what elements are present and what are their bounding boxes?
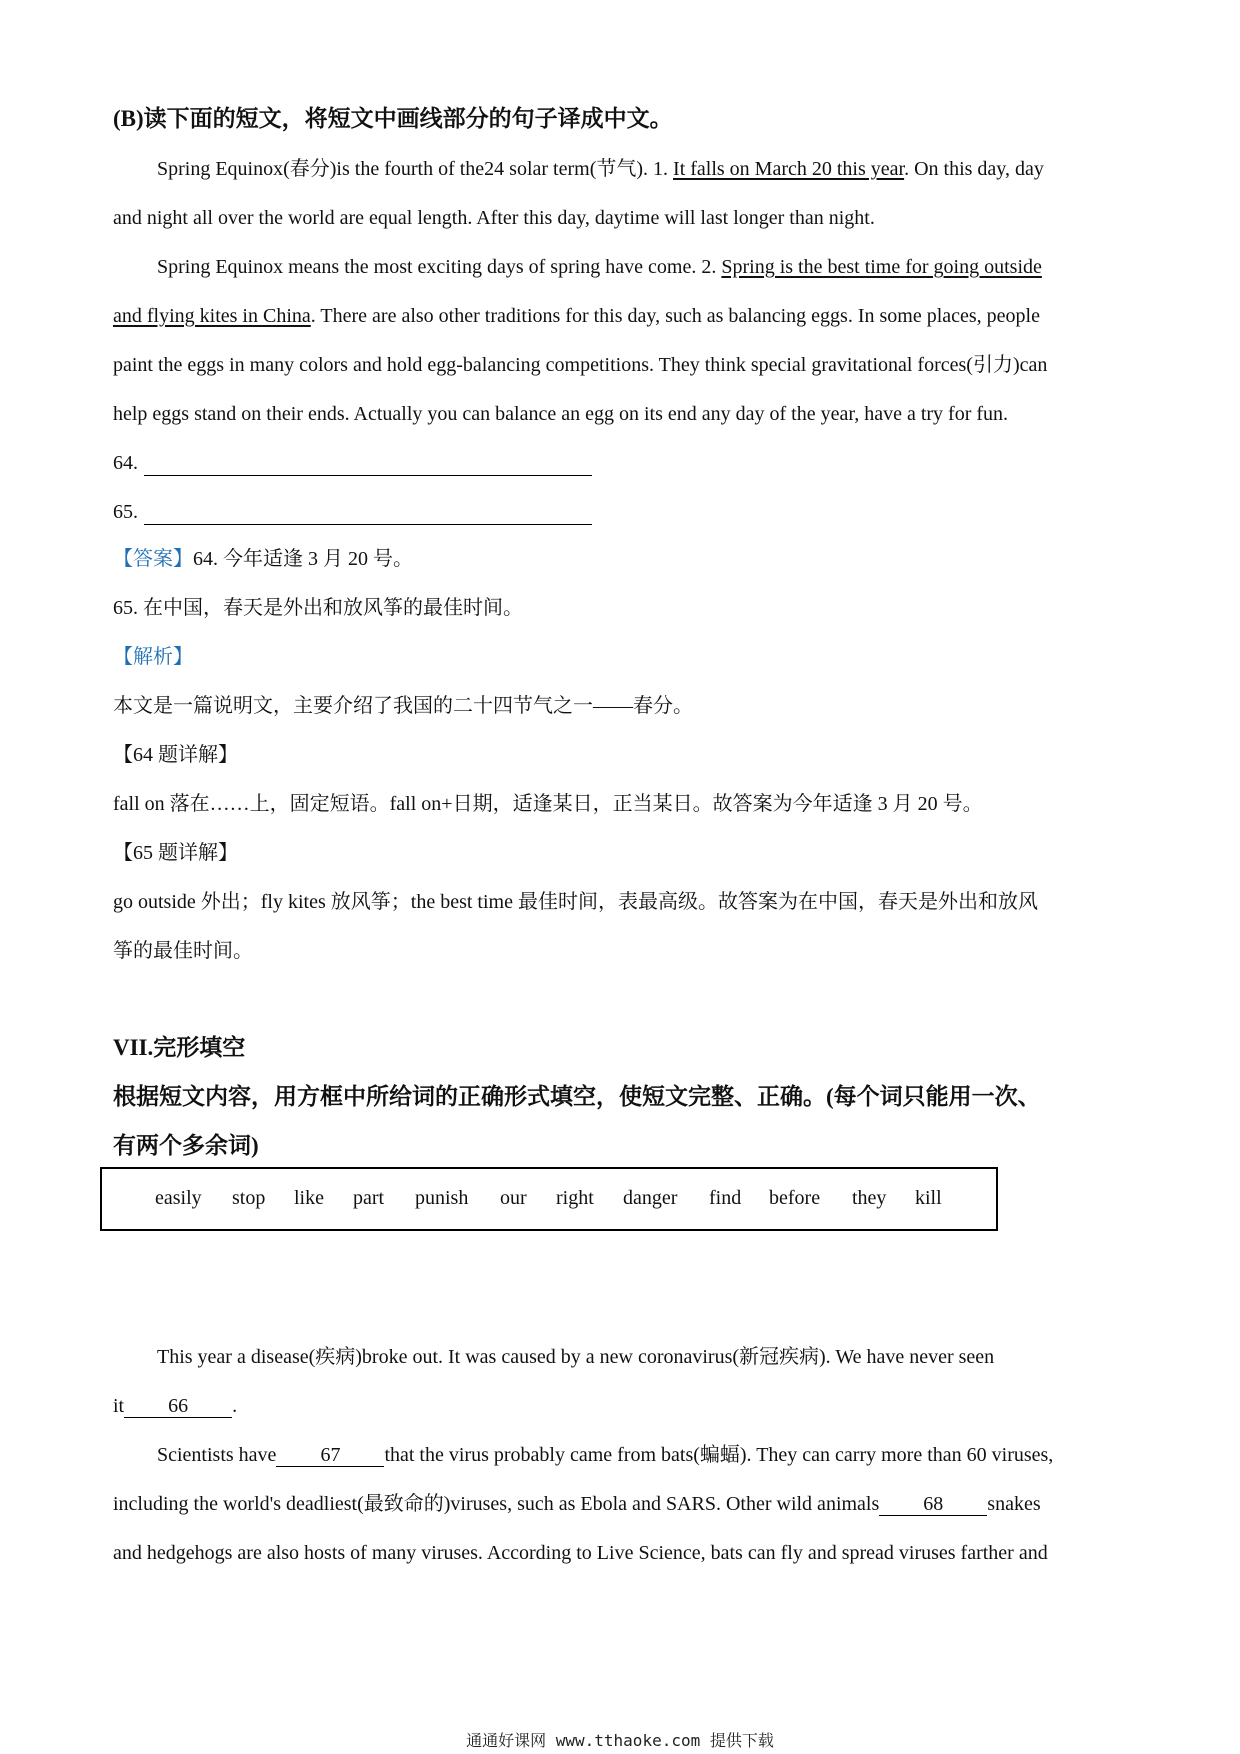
blank-67[interactable]: 67: [276, 1444, 384, 1467]
detail-65-text-1: go outside 外出；fly kites 放风筝；the best time 最佳时间，表最高级。故答案为在中国，春天是外出和放风: [113, 891, 1038, 913]
passage-vii-line-5: and hedgehogs are also hosts of many viruses. According to Live Science, bats can fly and spread viruses farther and: [113, 1542, 1048, 1564]
word-bank-item: kill: [915, 1187, 942, 1209]
analysis-tag: 【解析】: [113, 646, 193, 668]
answer-line-64: [113, 546, 413, 572]
passage-b-line-2: and night all over the world are equal length. After this day, daytime will last longer than night.: [113, 207, 875, 229]
word-bank-item: they: [852, 1187, 887, 1209]
passage-b-line-1: [157, 156, 1044, 182]
detail-64-text: fall on 落在……上，固定短语。fall on+日期，适逢某日，正当某日。故答案为今年适逢 3 月 20 号。: [113, 793, 983, 815]
detail-65-text-2: 筝的最佳时间。: [113, 940, 253, 962]
answer-blank-64[interactable]: [144, 455, 592, 476]
question-number: 64.: [113, 452, 138, 474]
question-64: [113, 450, 592, 476]
text-span: Spring Equinox(春分)is the fourth of the24 solar term(节气). 1.: [157, 158, 674, 180]
detail-64-tag: 【64 题详解】: [113, 744, 238, 766]
text-span: . There are also other traditions for this day, such as balancing eggs. In some places, people: [310, 305, 1040, 327]
passage-vii-line-1: This year a disease(疾病)broke out. It was caused by a new coronavirus(新冠疾病). We have never seen: [157, 1346, 995, 1368]
answer-line-65: 65. 在中国，春天是外出和放风筝的最佳时间。: [113, 597, 523, 619]
passage-b-line-5: paint the eggs in many colors and hold egg-balancing competitions. They think special gravitational forces(引力)can: [113, 354, 1048, 376]
text-span: Scientists have: [157, 1444, 277, 1466]
section-vii-instruction-2: 有两个多余词): [113, 1133, 259, 1158]
passage-b-line-4: [113, 303, 1040, 329]
text-span: snakes: [987, 1493, 1041, 1515]
blank-68[interactable]: 68: [879, 1493, 987, 1516]
question-65: [113, 499, 592, 525]
underlined-sentence-2-part-2: and flying kites in China: [113, 305, 311, 327]
word-bank-item: before: [769, 1187, 821, 1209]
text-span: Spring Equinox means the most exciting days of spring have come. 2.: [157, 256, 722, 278]
text-span: it: [113, 1395, 125, 1417]
passage-vii-line-2: [113, 1393, 237, 1419]
analysis-text: 本文是一篇说明文，主要介绍了我国的二十四节气之一——春分。: [113, 695, 693, 717]
detail-65-tag: 【65 题详解】: [113, 842, 238, 864]
underlined-sentence-1: It falls on March 20 this year: [673, 158, 905, 180]
word-bank-item: find: [709, 1187, 742, 1209]
word-bank-item: danger: [623, 1187, 678, 1209]
text-span: . On this day, day: [904, 158, 1044, 180]
text-span: .: [232, 1395, 238, 1417]
page-footer: 通通好课网 www.tthaoke.com 提供下载: [466, 1731, 774, 1750]
passage-vii-line-4: [113, 1491, 1041, 1517]
passage-b-line-3: [157, 254, 1042, 280]
answer-tag: 【答案】: [113, 548, 193, 570]
answer-64: 64. 今年适逢 3 月 20 号。: [193, 548, 413, 570]
word-bank-item: easily: [155, 1187, 202, 1209]
word-bank-item: stop: [232, 1187, 266, 1209]
section-b-heading: (B)读下面的短文，将短文中画线部分的句子译成中文。: [113, 106, 673, 131]
word-bank-box: [100, 1167, 998, 1231]
text-span: including the world's deadliest(最致命的)viruses, such as Ebola and SARS. Other wild animals: [113, 1493, 880, 1515]
blank-66[interactable]: 66: [124, 1395, 232, 1418]
passage-vii-line-3: [157, 1442, 1053, 1468]
word-bank-item: punish: [415, 1187, 469, 1209]
word-bank-item: right: [556, 1187, 594, 1209]
question-number: 65.: [113, 501, 138, 523]
passage-b-line-6: help eggs stand on their ends. Actually you can balance an egg on its end any day of the year, have a try for fun.: [113, 403, 1009, 425]
word-bank-item: our: [500, 1187, 527, 1209]
answer-blank-65[interactable]: [144, 504, 592, 525]
section-vii-heading: VII.完形填空: [113, 1035, 246, 1060]
underlined-sentence-2-part-1: Spring is the best time for going outside: [721, 256, 1042, 278]
section-vii-instruction-1: 根据短文内容，用方框中所给词的正确形式填空，使短文完整、正确。(每个词只能用一次、: [113, 1084, 1041, 1109]
word-bank-item: like: [294, 1187, 324, 1209]
text-span: that the virus probably came from bats(蝙蝠). They can carry more than 60 viruses,: [384, 1444, 1054, 1466]
word-bank-item: part: [353, 1187, 385, 1209]
